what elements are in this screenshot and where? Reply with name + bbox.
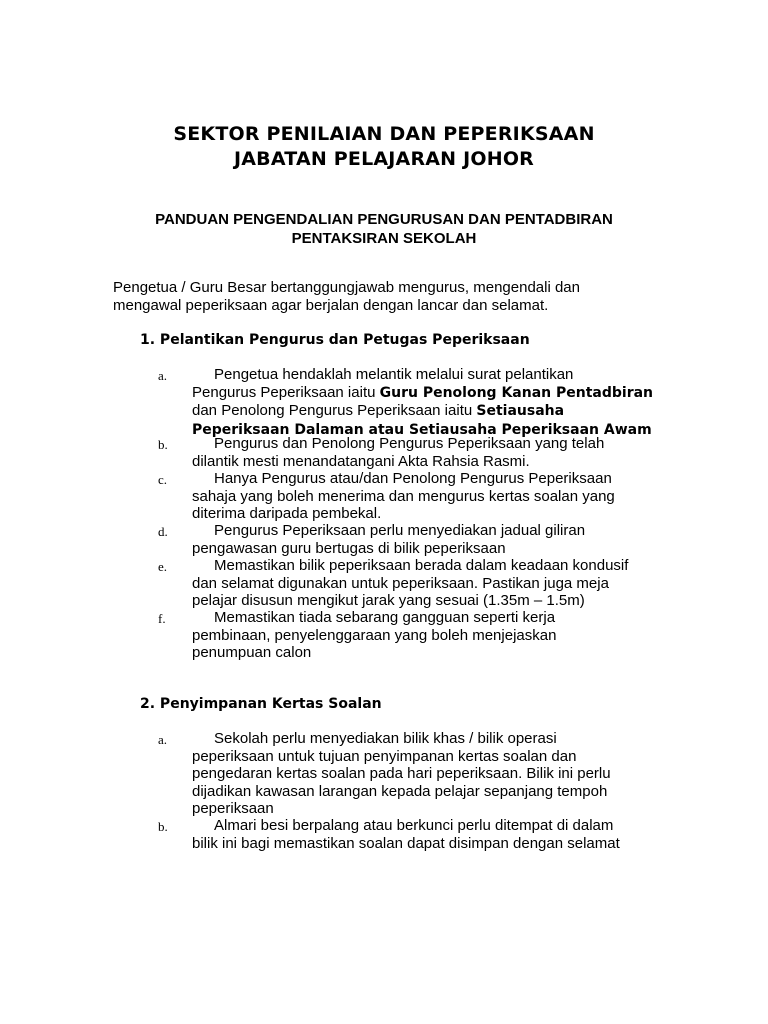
item-text: Almari besi berpalang atau berkunci perlu ditempat di dalam: [214, 817, 614, 834]
list-item: [192, 557, 628, 610]
intro-line: Pengetua / Guru Besar bertanggungjawab mengurus, mengendali dan: [113, 279, 580, 296]
item-text: Memastikan bilik peperiksaan berada dalam keadaan kondusif: [214, 557, 629, 574]
item-text: pelajar disusun mengikut jarak yang sesuai (1.35m – 1.5m): [192, 592, 585, 609]
document-subtitle-line1: PANDUAN PENGENDALIAN PENGURUSAN DAN PENTADBIRAN: [155, 211, 613, 228]
item-bold-text: Guru Penolong Kanan Pentadbiran: [379, 384, 654, 401]
list-item: [192, 817, 620, 852]
item-text: dijadikan kawasan larangan kepada pelajar sepanjang tempoh: [192, 782, 608, 800]
item-text: peperiksaan: [192, 800, 274, 817]
item-text: sahaja yang boleh menerima dan mengurus kertas soalan yang: [192, 487, 615, 505]
item-text: dilantik mesti menandatangani Akta Rahsia Rasmi.: [192, 452, 530, 470]
document-subtitle-line2: PENTAKSIRAN SEKOLAH: [291, 230, 477, 247]
item-text: bilik ini bagi memastikan soalan dapat disimpan dengan selamat: [192, 834, 620, 852]
item-text: Hanya Pengurus atau/dan Penolong Pengurus Peperiksaan: [214, 470, 612, 487]
list-marker: d.: [158, 524, 168, 539]
section-1-heading: 1. Pelantikan Pengurus dan Petugas Peperiksaan: [140, 332, 530, 348]
item-text: diterima daripada pembekal.: [192, 505, 382, 522]
item-text: peperiksaan untuk tujuan penyimpanan kertas soalan dan: [192, 747, 577, 765]
item-text: Pengurus dan Penolong Pengurus Peperiksaan yang telah: [214, 435, 605, 452]
list-item: [192, 730, 611, 818]
list-marker: b.: [158, 437, 168, 452]
section-2-heading: 2. Penyimpanan Kertas Soalan: [140, 696, 382, 712]
list-marker: a.: [158, 368, 168, 383]
item-text: pembinaan, penyelenggaraan yang boleh menjejaskan: [192, 626, 557, 644]
list-marker: f.: [158, 611, 166, 626]
item-text: Pengetua hendaklah melantik melalui surat pelantikan: [214, 366, 574, 383]
item-text: Memastikan tiada sebarang gangguan seperti kerja: [214, 609, 556, 626]
item-text: pengawasan guru bertugas di bilik peperiksaan: [192, 539, 506, 557]
document-title-line2: JABATAN PELAJARAN JOHOR: [233, 148, 535, 170]
list-item: [192, 522, 585, 557]
item-text: dan Penolong Pengurus Peperiksaan iaitu: [192, 402, 477, 419]
item-bold-text: Peperiksaan Dalaman atau Setiausaha Peperiksaan Awam: [192, 421, 652, 438]
item-text: Sekolah perlu menyediakan bilik khas / bilik operasi: [214, 730, 557, 747]
item-text: Pengurus Peperiksaan iaitu: [192, 383, 380, 401]
intro-line: mengawal peperiksaan agar berjalan dengan lancar dan selamat.: [113, 296, 549, 314]
item-text: Pengurus Peperiksaan perlu menyediakan jadual giliran: [214, 522, 586, 539]
list-item: [192, 435, 604, 470]
item-text: dan selamat digunakan untuk peperiksaan. Pastikan juga meja: [192, 574, 609, 592]
list-item: [192, 470, 615, 523]
item-text: penumpuan calon: [192, 644, 312, 661]
list-marker: b.: [158, 819, 168, 834]
list-marker: a.: [158, 732, 168, 747]
list-item: [192, 366, 653, 439]
item-bold-text: Setiausaha: [476, 403, 565, 419]
list-marker: c.: [158, 472, 168, 487]
intro-paragraph: [113, 279, 580, 314]
list-marker: e.: [158, 559, 168, 574]
item-text: pengedaran kertas soalan pada hari peperiksaan. Bilik ini perlu: [192, 765, 611, 782]
list-item: [192, 609, 556, 662]
document-title-line1: SEKTOR PENILAIAN DAN PEPERIKSAAN: [173, 123, 595, 145]
